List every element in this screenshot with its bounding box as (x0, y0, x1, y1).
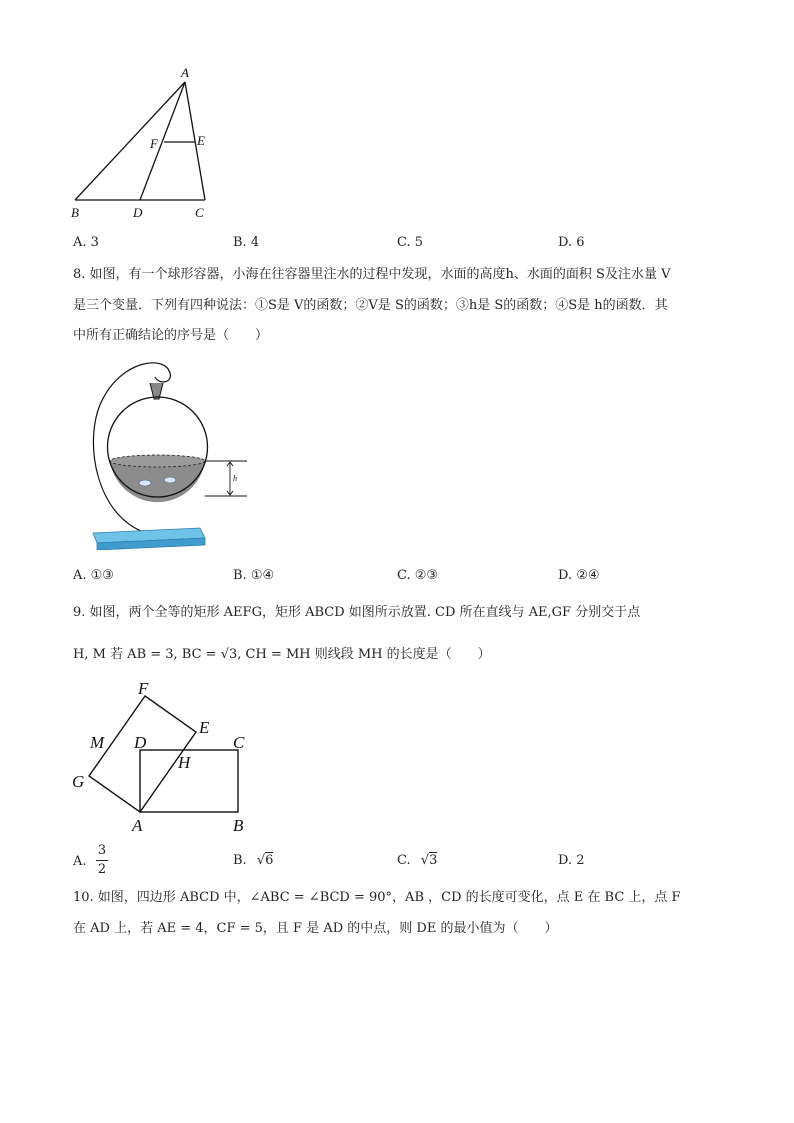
q7-option-b[interactable]: B. 4 (233, 235, 260, 250)
q10-text-line1: 10. 如图，四边形 ABCD 中，∠ABC = ∠BCD = 90°，AB ，CD 的长度可变化，点 E 在 BC 上，点 F (73, 890, 681, 905)
q9-option-c-radicand: 3 (429, 853, 438, 868)
q9-option-c-prefix: C. (397, 853, 411, 868)
q9-label-C: C (233, 733, 245, 752)
fraction-bar (96, 860, 108, 861)
q7-label-E: E (197, 133, 205, 148)
q7-label-D: D (133, 205, 143, 220)
q9-option-a-fraction (96, 843, 108, 878)
q8-label-h: h (233, 474, 237, 483)
q7-label-B: B (71, 205, 79, 220)
q8-text-line1: 8. 如图，有一个球形容器，小海在往容器里注水的过程中发现，水面的高度h、水面的面积 S及注水量 V (73, 267, 671, 282)
q7-label-A: A (181, 65, 189, 80)
q9-label-M: M (90, 733, 105, 752)
sqrt-icon: √ (256, 853, 266, 868)
q7-triangle-figure (60, 60, 230, 225)
q8-text-line3: 中所有正确结论的序号是（ ） (73, 328, 269, 343)
q9-label-B: B (233, 816, 244, 835)
q9-text-line2: H, M 若 AB = 3, BC = √3, CH = MH 则线段 MH 的长度是（ ） (73, 647, 491, 662)
q9-label-D: D (134, 733, 147, 752)
q9-label-H: H (178, 753, 191, 772)
q9-option-a-numerator: 3 (97, 843, 107, 858)
q9-option-b-prefix: B. (233, 853, 247, 868)
q9-rectangles-figure (68, 675, 268, 840)
q9-label-A: A (132, 816, 143, 835)
q9-option-a-prefix: A. (73, 854, 87, 869)
q9-option-c[interactable] (397, 853, 437, 868)
q9-option-b-radicand: 6 (265, 853, 274, 868)
q9-option-d[interactable]: D. 2 (558, 853, 585, 868)
q8-option-a[interactable]: A. ①③ (73, 568, 114, 583)
q8-option-b[interactable]: B. ①④ (233, 568, 275, 583)
q7-option-d[interactable]: D. 6 (558, 235, 585, 250)
q8-text-line2: 是三个变量．下列有四种说法：①S是 V的函数；②V是 S的函数；③h是 S的函数；④S是 h的函数．其 (73, 298, 668, 313)
q7-label-F: F (150, 136, 158, 151)
q8-option-c[interactable]: C. ②③ (397, 568, 439, 583)
q7-option-a[interactable]: A. 3 (73, 235, 99, 250)
q9-label-F: F (138, 679, 149, 698)
q9-text-line1: 9. 如图，两个全等的矩形 AEFG，矩形 ABCD 如图所示放置. CD 所在直线与 AE,GF 分别交于点 (73, 605, 641, 620)
q9-label-G: G (72, 772, 85, 791)
q9-option-b[interactable] (233, 853, 273, 868)
q10-text-line2: 在 AD 上，若 AE = 4，CF = 5，且 F 是 AD 的中点，则 DE 的最小值为（ ） (73, 921, 558, 936)
q9-option-a-denominator: 2 (97, 862, 107, 877)
q9-label-E: E (199, 718, 210, 737)
sqrt-icon: √ (420, 853, 430, 868)
q8-spherical-container-figure (85, 355, 255, 550)
q7-option-c[interactable]: C. 5 (397, 235, 424, 250)
q7-label-C: C (195, 205, 204, 220)
q8-option-d[interactable]: D. ②④ (558, 568, 600, 583)
